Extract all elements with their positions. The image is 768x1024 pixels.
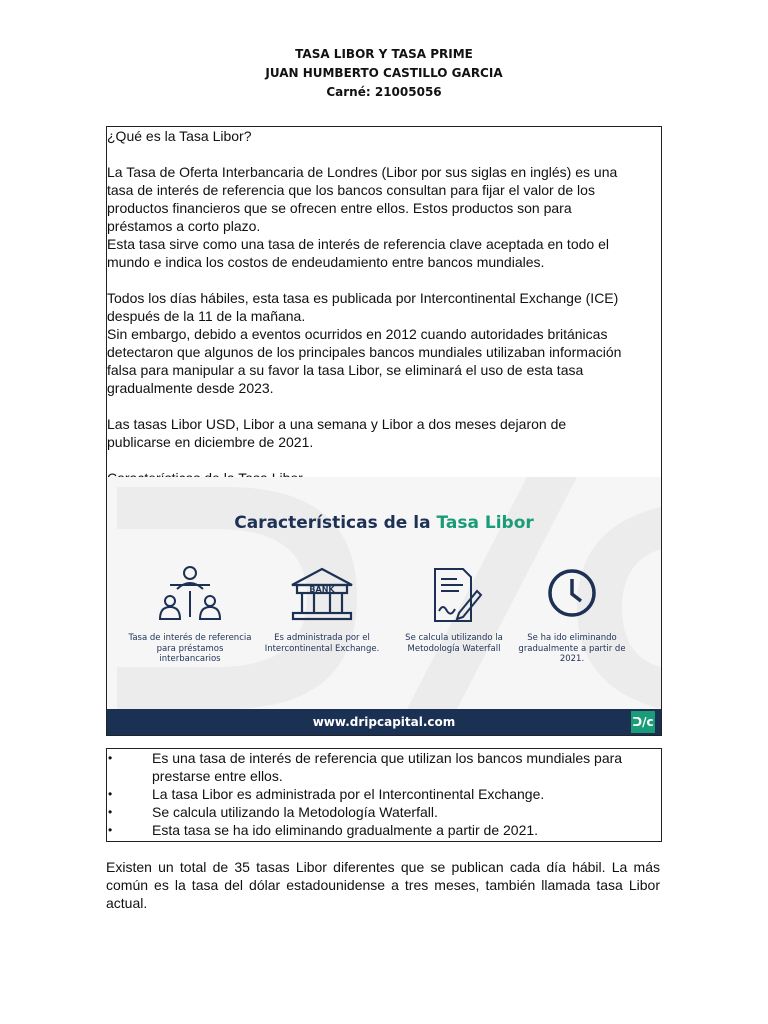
libor-definition-box <box>106 126 662 736</box>
infographic-title <box>107 513 661 533</box>
bullet-marker: • <box>108 805 113 819</box>
svg-text:BANK: BANK <box>309 585 335 594</box>
para1-line: productos financieros que se ofrecen entre ellos. Estos productos son para <box>107 200 572 216</box>
document-header <box>0 45 768 102</box>
list-item-text: La tasa Libor es administrada por el Intercontinental Exchange. <box>152 786 545 802</box>
bullet-marker: • <box>108 751 113 765</box>
libor-infographic <box>107 477 661 735</box>
closing-paragraph: Existen un total de 35 tasas Libor diferentes que se publican cada día hábil. La más común es la tasa del dólar estadounidense a tres meses, también llamada tasa Libor actual. <box>106 859 660 911</box>
feature-caption: Se ha ido eliminando gradualmente a partir de 2021. <box>518 633 626 664</box>
feature-caption: Se calcula utilizando la Metodología Waterfall <box>405 633 503 654</box>
list-item-text: Es una tasa de interés de referencia que utilizan los bancos mundiales para <box>152 750 623 766</box>
website-url: www.dripcapital.com <box>312 715 456 729</box>
list-item-text: Esta tasa se ha ido eliminando gradualmente a partir de 2021. <box>152 822 539 838</box>
list-item <box>107 785 661 803</box>
para2-line: Sin embargo, debido a eventos ocurridos en 2012 cuando autoridades británicas <box>107 326 608 342</box>
document-title: TASA LIBOR Y TASA PRIME <box>295 47 473 61</box>
list-item <box>107 803 661 821</box>
bullet-marker: • <box>108 823 113 837</box>
infographic-footer <box>107 709 661 735</box>
para2-line: Todos los días hábiles, esta tasa es publicada por Intercontinental Exchange (ICE) <box>107 290 619 306</box>
author-name: JUAN HUMBERTO CASTILLO GARCIA <box>265 66 503 80</box>
characteristics-list-box <box>106 748 662 842</box>
para1-line: Esta tasa sirve como una tasa de interés de referencia clave aceptada en todo el <box>107 236 609 252</box>
people-network-icon <box>155 565 225 625</box>
bullet-marker: • <box>108 787 113 801</box>
infographic-title-accent: Tasa Libor <box>436 513 534 533</box>
list-item-text: Se calcula utilizando la Metodología Waterfall. <box>152 804 438 820</box>
para1-line: préstamos a corto plazo. <box>107 218 261 234</box>
dripcapital-logo: ᑐ/c <box>631 711 655 733</box>
characteristics-list <box>107 749 661 839</box>
clock-icon <box>537 565 607 625</box>
para2-line: detectaron que algunos de los principales bancos mundiales utilizaban información <box>107 344 622 360</box>
feature-interbank-reference <box>125 565 255 665</box>
para2-line: falsa para manipular a su favor la tasa Libor, se eliminará el uso de esta tasa <box>107 362 584 378</box>
list-item <box>107 749 661 785</box>
para1-line: tasa de interés de referencia que los bancos consultan para fijar el valor de los <box>107 182 595 198</box>
feature-waterfall-method <box>389 565 519 654</box>
feature-caption: Es administrada por el Intercontinental Exchange. <box>264 633 380 654</box>
infographic-title-main: Características de la <box>234 513 437 533</box>
para3-line: publicarse en diciembre de 2021. <box>107 434 314 450</box>
para2-line: después de la 11 de la mañana. <box>107 308 306 324</box>
para3-line: Las tasas Libor USD, Libor a una semana y Libor a dos meses dejaron de <box>107 416 567 432</box>
para2-line: gradualmente desde 2023. <box>107 380 274 396</box>
list-item <box>107 821 661 839</box>
para1-line: La Tasa de Oferta Interbancaria de Londres (Libor por sus siglas en inglés) es una <box>107 164 618 180</box>
feature-administered-ice <box>257 565 387 654</box>
document-pen-icon <box>419 565 489 625</box>
feature-caption: Tasa de interés de referencia para préstamos interbancarios <box>128 633 252 664</box>
question-heading: ¿Qué es la Tasa Libor? <box>107 128 252 144</box>
feature-phased-out <box>507 565 637 665</box>
list-item-text: prestarse entre ellos. <box>152 768 283 784</box>
bank-building-icon <box>287 565 357 625</box>
student-id: Carné: 21005056 <box>326 85 442 99</box>
para1-line: mundo e indica los costos de endeudamiento entre bancos mundiales. <box>107 254 545 270</box>
